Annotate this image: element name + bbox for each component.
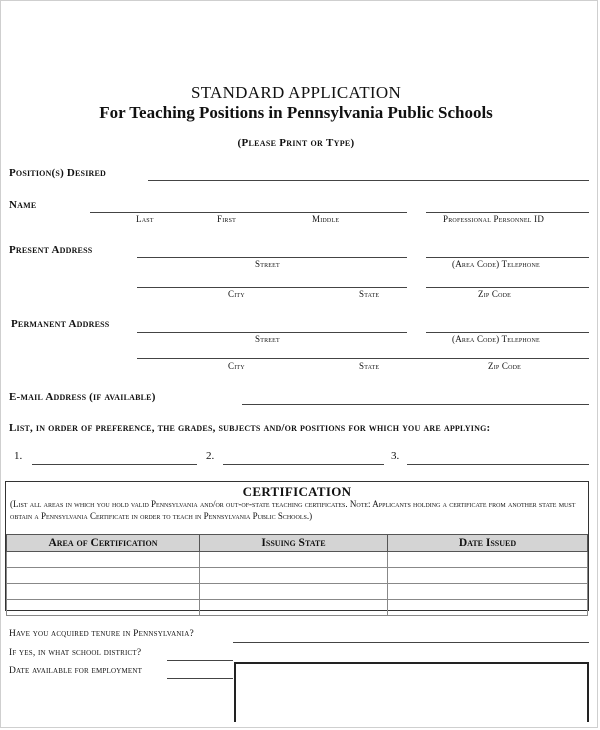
certification-table [6,534,588,616]
tenure-question: Have you acquired tenure in Pennsylvania? [9,629,194,639]
present-zip-line[interactable] [426,287,589,288]
date-available-line[interactable] [167,678,233,679]
table-row [7,552,588,568]
district-input-line[interactable] [167,660,233,661]
permanent-street-line[interactable] [137,332,407,333]
city-caption-2: City [228,361,245,371]
cell[interactable] [200,568,388,584]
cell[interactable] [200,600,388,616]
state-caption: State [359,289,380,299]
name-label: Name [9,199,37,211]
pref-3-line[interactable] [407,464,589,465]
zip-caption: Zip Code [478,289,512,299]
name-input-line[interactable] [90,212,407,213]
name-middle-caption: Middle [312,214,340,224]
cell[interactable] [200,584,388,600]
permanent-address-label: Permanent Address [11,318,110,330]
email-input-line[interactable] [242,404,589,405]
permanent-telephone-line[interactable] [426,332,589,333]
ppid-caption: Professional Personnel ID [443,214,545,224]
cell[interactable] [388,568,588,584]
pref-1-line[interactable] [32,464,197,465]
street-caption: Street [255,259,280,269]
table-row [7,600,588,616]
city-caption: City [228,289,245,299]
form-title: STANDARD APPLICATION [190,83,402,102]
zip-caption-2: Zip Code [488,361,522,371]
certification-title: CERTIFICATION [242,484,352,499]
present-address-label: Present Address [9,244,93,256]
cell[interactable] [7,600,200,616]
form-subtitle: For Teaching Positions in Pennsylvania Public Schools [99,103,493,122]
col-date: Date Issued [388,535,588,552]
telephone-caption-2: (Area Code) Telephone [452,334,540,344]
table-row [7,568,588,584]
cell[interactable] [200,552,388,568]
tenure-input-line[interactable] [233,642,589,643]
pref-2-number: 2. [206,450,215,462]
state-caption-2: State [359,361,380,371]
cell[interactable] [7,584,200,600]
cell[interactable] [388,600,588,616]
col-area: Area of Certification [7,535,200,552]
cell[interactable] [7,568,200,584]
name-last-caption: Last [136,214,154,224]
position-label: Position(s) Desired [9,167,107,179]
street-caption-2: Street [255,334,280,344]
print-instruction: (Please Print or Type) [237,137,355,149]
col-state: Issuing State [200,535,388,552]
cell[interactable] [388,552,588,568]
pref-2-line[interactable] [223,464,384,465]
present-city-line[interactable] [137,287,407,288]
present-street-line[interactable] [137,257,407,258]
table-row [7,584,588,600]
email-label: E-mail Address (if available) [9,391,156,403]
ppid-input-line[interactable] [426,212,589,213]
pref-1-number: 1. [14,450,23,462]
district-question: If yes, in what school district? [9,648,142,658]
signature-box[interactable] [234,662,589,722]
cell[interactable] [388,584,588,600]
pref-3-number: 3. [391,450,400,462]
cell[interactable] [7,552,200,568]
preference-label: List, in order of preference, the grades, subjects and/or positions for which you are applying: [9,422,491,434]
date-available-label: Date available for employment [9,666,143,676]
position-input-line[interactable] [148,180,589,181]
name-first-caption: First [217,214,237,224]
permanent-city-line[interactable] [137,358,589,359]
telephone-caption: (Area Code) Telephone [452,259,540,269]
present-telephone-line[interactable] [426,257,589,258]
certification-note: (List all areas in which you hold valid Pennsylvania and/or out-of-state teaching certificates. Note: Applicants holding a certificate from another state must obtain a Pennsylvania Certificate in order to teach in Pennsylvania Public Schools.) [10,499,576,521]
certification-box [5,481,589,611]
